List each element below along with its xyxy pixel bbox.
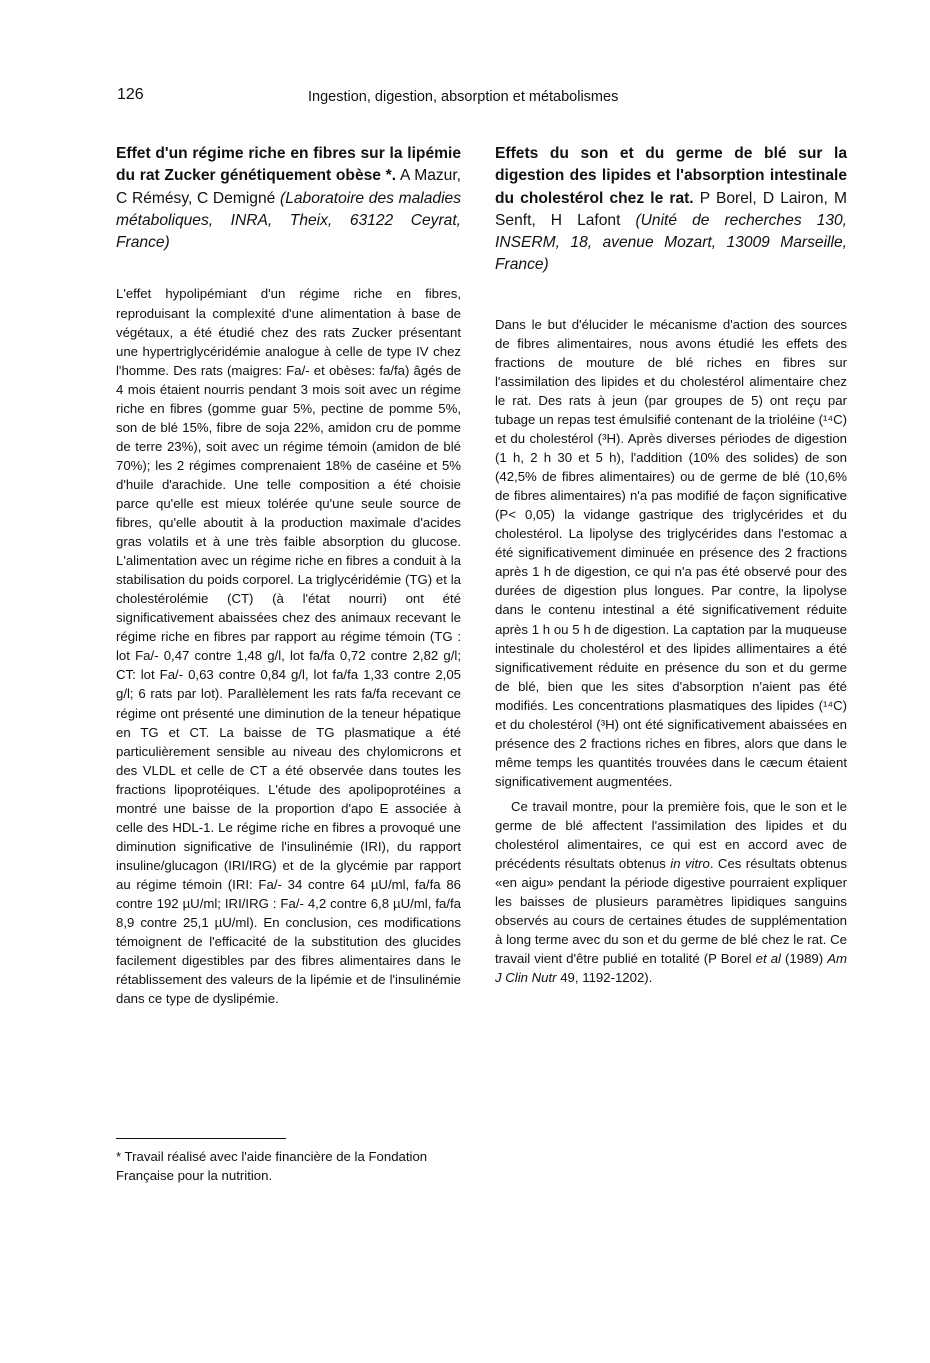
left-article-affiliation: (Laboratoire des maladies métaboliques, INRA, Theix, 63122 Ceyrat, France) xyxy=(116,189,461,252)
right-article-paragraph-2 xyxy=(495,797,847,987)
left-article-body: L'effet hypolipémiant d'un régime riche en fibres, reproduisant la complexité d'une alimentation à base de végétaux, a été étudié chez des rats Zucker présentant une hypertriglycéridémie analogue à celle de type IV chez l'homme. Des rats (maigres: Fa/- et obèses: fa/fa) âgés de 4 mois étaient nourris pendant 3 mois soit avec un régime riche en fibres (gomme guar 5%, pectine de pomme 5%, son de blé 15%, fibre de soja 22%, amidon cru de pomme de terre 23%), soit avec un régime témoin (amidon de blé 70%); les 2 régimes comprenaient 18% de caséine et 5% d'huile d'arachide. Une telle composition a été choisie parce qu'elle est mieux tolérée qu'une seule source de fibres, qu'elle aboutit à la production maximale d'acides gras volatils et à une très faible absorption du glucose. L'alimentation avec un régime riche en fibres a conduit à la stabilisation du poids corporel. La triglycéridémie (TG) et la cholestérolémie (CT) (à l'état nourri) ont été significativement abaissées chez des animaux recevant le régime riche en fibres par rapport au régime témoin (TG : lot Fa/- 0,47 contre 1,48 g/l, lot fa/fa 0,72 contre 2,82 g/l; CT: lot Fa/- 0,63 contre 0,84 g/l, lot fa/fa 1,33 contre 2,05 g/l; 6 rats par lot). Parallèlement les rats fa/fa recevant ce régime ont présenté une diminution de la teneur hépatique en TG et CT. La baisse de TG plasmatique a été particulièrement sensible au niveau des chylomicrons et des VLDL et celle de CT a été observée dans toutes les fractions lipoprotéiques. L'étude des apolipoprotéines a montré une baisse de la proportion d'apo E associée à celle des HDL-1. Le régime riche en fibres a provoqué une diminution significative de l'insulinémie (IRI), du rapport insuline/glucagon (IRI/IRG) et de la glycémie par rapport au régime témoin (IRI: Fa/- 34 contre 64 µU/ml, fa/fa 86 contre 192 µU/ml; IRI/IRG : Fa/- 4,2 contre 6,8 µU/ml, fa/fa 8,9 contre 25,1 µU/ml). En conclusion, ces modifications témoignent de l'efficacité de la substitution des glucides facilement digestibles par des fibres alimentaires dans le rétablissement des valeurs de la lipémie et de l'insulinémie dans ce type de dyslipémie. xyxy=(116,286,461,1007)
right-article-authors: P Borel, D Lairon, M Senft, H Lafont xyxy=(495,189,847,229)
right-article xyxy=(495,143,847,987)
left-article-title: Effet d'un régime riche en fibres sur la lipémie du rat Zucker génétiquement obèse *. xyxy=(116,145,461,185)
right-article-paragraph-1: Dans le but d'élucider le mécanisme d'action des sources de fibres alimentaires, nous avons étudié les effets des fractions de mouture de blé riches en fibres sur l'assimilation des lipides et du cholestérol alimentaire chez le rat. Des rats à jeun (par groupes de 5) ont reçu par tubage un repas test émulsifié contenant de la trioléine (¹⁴C) et du cholestérol (³H). Après diverses périodes de digestion (1 h, 2 h 30 et 5 h), l'addition (10% des solides) de son (42,5% de fibres alimentaires) ou de germe de blé (10,6% de fibres alimentaires) n'a pas modifié de façon significative (P< 0,05) la vidange gastrique des triglycérides et du cholestérol. La lipolyse des triglycérides dans l'estomac a été significativement diminuée en présence des 2 fractions après 1 h de digestion, ce qui n'a pas été observé pour des durées de digestion plus longues. Par contre, la lipolyse dans le contenu intestinal a été significativement réduite après 1 h ou 5 h de digestion. La captation par la muqueuse intestinale du cholestérol et des lipides allimentaires a été significativement réduite en présence du son et du germe de blé, bien que les sites d'absorption n'aient pas été modifiés. Les concentrations plasmatiques des lipides (¹⁴C) et du cholestérol (³H) ont été significativement abaissées en présence des 2 fractions riches en fibres, alors que dans le même temps les quantités trouvées dans le cæcum étaient significativement augmentées. xyxy=(495,316,847,789)
left-article-heading xyxy=(116,143,461,254)
left-article xyxy=(116,143,461,1008)
right-article-text: . Ces résultats obtenus «en aigu» pendant la période digestive pourraient expliquer les baisses de plusieurs paramètres lipidiques sanguins observés au cours de certaines études de supplémentation à long terme avec du son et du germe de blé chez le rat. Ce travail vient d'être publié en totalité (P Borel xyxy=(495,856,847,967)
right-article-text: (1989) xyxy=(780,951,828,967)
right-article-abstract xyxy=(495,315,847,988)
left-article-authors: A Mazur, C Rémésy, C Demigné xyxy=(116,167,462,207)
right-article-title: Effets du son et du germe de blé sur la digestion des lipides et l'absorption intestinale du cholestérol chez le rat. xyxy=(495,145,847,207)
running-title: Ingestion, digestion, absorption et métabolismes xyxy=(308,89,619,105)
left-article-abstract xyxy=(116,284,461,1008)
right-article-heading xyxy=(495,143,847,277)
right-article-italic-et-al: et al xyxy=(755,951,781,967)
footnote: * Travail réalisé avec l'aide financière de la Fondation Française pour la nutrition. xyxy=(116,1149,428,1183)
right-article-text: 49, 1192-1202). xyxy=(556,970,653,986)
right-article-affiliation: (Unité de recherches 130, INSERM, 18, avenue Mozart, 13009 Marseille, France) xyxy=(495,211,847,274)
page-number: 126 xyxy=(117,86,144,103)
right-article-text: Ce travail montre, pour la première fois, que le son et le germe de blé affectent l'assimilation des lipides et du cholestérol alimentaires, ce qui est en accord avec de précédents résultats obtenus xyxy=(495,798,847,872)
footnote-rule xyxy=(116,1138,286,1139)
right-article-italic-in-vitro: in vitro xyxy=(670,856,710,872)
right-article-journal-name: Am J Clin Nutr xyxy=(495,951,848,986)
